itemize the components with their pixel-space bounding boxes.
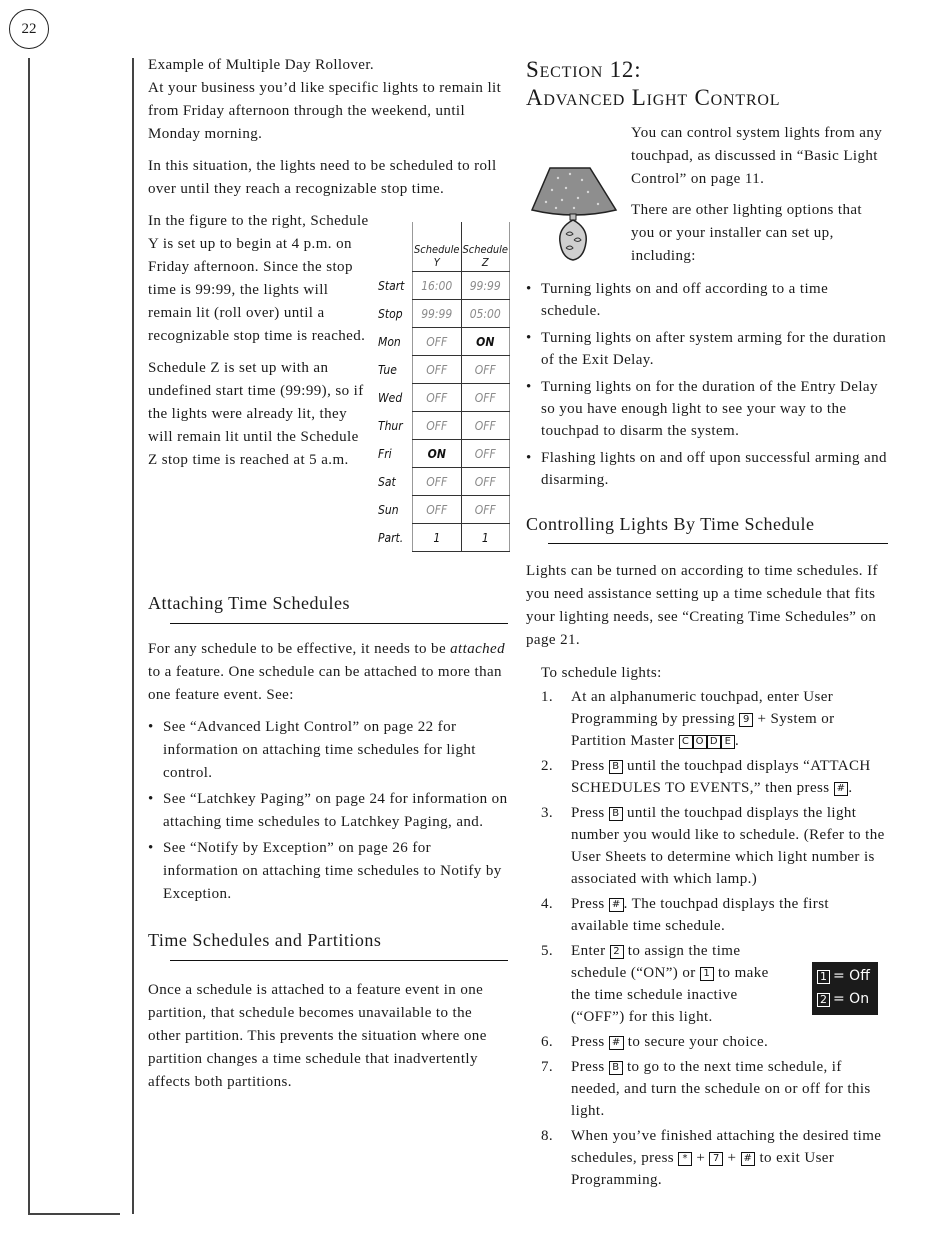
row-label: Sat — [378, 474, 396, 489]
list-item: 1. At an alphanumeric touchpad, enter User Programming by pressing 9 + System or Partition Master C O D E . — [541, 689, 835, 749]
key-pound-icon: # — [609, 1036, 624, 1050]
table-row — [378, 300, 510, 328]
table-cell: 1 — [461, 524, 510, 552]
table-cell: OFF — [413, 356, 462, 384]
controlling-lights-heading: Controlling Lights By Time Schedule — [526, 513, 888, 538]
row-label: Mon — [378, 334, 401, 349]
key-b-icon: B — [609, 1061, 623, 1075]
key-2-icon: 2 — [817, 993, 830, 1007]
table-row — [378, 356, 510, 384]
controlling-lights-paragraph: Lights can be turned on according to time schedules. If you need assistance setting up a time schedule that fits your lighting needs, see “Creating Time Schedules” on page 21. — [526, 563, 878, 648]
row-label: Stop — [378, 306, 403, 321]
key-1-icon: 1 — [817, 970, 830, 984]
attaching-bullet-list — [148, 716, 508, 906]
key-o-icon: O — [693, 735, 707, 749]
key-b-icon: B — [609, 760, 623, 774]
to-schedule-label: To schedule lights: — [541, 665, 662, 681]
key-2-icon: 2 — [610, 945, 624, 959]
list-item: 2. Press B until the touchpad displays “ATTACH SCHEDULES TO EVENTS,” then press # . — [541, 758, 871, 796]
table-row — [378, 524, 510, 552]
row-label: Tue — [378, 362, 397, 377]
partitions-paragraph: Once a schedule is attached to a feature event in one partition, that schedule becomes unavailable to the other partition. This prevents the situation where one partition changes a time schedule that inadvertently affects both partitions. — [148, 982, 487, 1090]
attaching-time-schedules-heading: Attaching Time Schedules — [148, 592, 508, 618]
lighting-options-intro: There are other lighting options that you or your installer can set up, including: — [631, 202, 862, 264]
row-label: Fri — [378, 446, 392, 461]
partitions-heading: Time Schedules and Partitions — [148, 929, 508, 955]
row-label: Part. — [378, 530, 404, 545]
key-pound-icon: # — [741, 1152, 756, 1166]
list-item: 6. Press # to secure your choice. — [541, 1034, 769, 1050]
table-cell: 16:00 — [413, 272, 462, 300]
table-cell: OFF — [413, 412, 462, 440]
table-row — [378, 272, 510, 300]
table-cell: OFF — [461, 496, 510, 524]
table-cell: OFF — [461, 384, 510, 412]
section-title: Advanced Light Control — [526, 85, 781, 110]
table-cell: 99:99 — [413, 300, 462, 328]
table-cell: 1 — [413, 524, 462, 552]
attaching-paragraph: For any schedule to be effective, it needs to be attached to a feature. One schedule can be attached to more than one feature event. See: — [148, 641, 506, 703]
margin-rule-bottom — [28, 1213, 120, 1215]
table-row — [378, 384, 510, 412]
list-item: 8. When you’ve finished attaching the desired time schedules, press * + 7 + # to exit User Programming. — [541, 1128, 882, 1188]
page-number: 22 — [9, 9, 49, 49]
row-label: Sun — [378, 502, 399, 517]
table-row — [378, 496, 510, 524]
light-control-intro: You can control system lights from any touchpad, as discussed in “Basic Light Control” on page 11. — [631, 125, 883, 187]
section-number-title: Section 12: — [526, 57, 642, 82]
list-item: 5. Enter 2 to assign the time schedule (“ON”) or 1 to make the time schedule inactive (“OFF”) for this light. — [541, 943, 769, 1025]
list-item: • Turning lights on for the duration of the Entry Delay so you have enough light to see your way to the touchpad to disarm the system. — [526, 376, 888, 442]
key-9-icon: 9 — [739, 713, 753, 727]
figure-explanation-paragraph: In the figure to the right, Schedule Y is set up to begin at 4 p.m. on Friday afternoon. Since the stop time is 99:99, the lights will remain lit (roll over) until a recognizable stop time is reached. — [148, 213, 369, 344]
rollover-intro-paragraph: At your business you’d like specific lights to remain lit from Friday afternoon through the weekend, until Monday morning. — [148, 80, 502, 142]
rollover-example-heading: Example of Multiple Day Rollover. — [148, 57, 375, 73]
list-item: • See “Advanced Light Control” on page 22 for information on attaching time schedules for light control. — [148, 716, 508, 785]
key-pound-icon: # — [609, 898, 624, 912]
key-1-icon: 1 — [700, 967, 714, 981]
right-column — [526, 56, 888, 1194]
table-row — [378, 468, 510, 496]
left-column — [148, 54, 508, 1094]
list-item: • Turning lights on and off according to a time schedule. — [526, 278, 888, 322]
table-cell: OFF — [413, 468, 462, 496]
margin-rule-left — [28, 58, 30, 1214]
table-cell: ON — [461, 328, 510, 356]
schedule-z-paragraph: Schedule Z is set up with an undefined start time (99:99), so if the lights were already lit, they will remain lit until the Schedule Z stop time is reached at 5 a.m. — [148, 360, 364, 468]
list-item: 7. Press B to go to the next time schedule, if needed, and turn the schedule on or off for this light. — [541, 1059, 871, 1119]
row-label: Start — [378, 278, 405, 293]
table-row — [378, 440, 510, 468]
list-item: 3. Press B until the touchpad displays the light number you would like to schedule. (Refer to the User Sheets to determine which light number is associated with which lamp.) — [541, 805, 885, 887]
table-row — [378, 328, 510, 356]
table-cell: OFF — [461, 356, 510, 384]
key-7-icon: 7 — [709, 1152, 723, 1166]
row-label: Wed — [378, 390, 403, 405]
schedule-y-header: Schedule Y — [413, 222, 462, 272]
margin-rule-inner — [132, 58, 134, 1214]
schedule-figure-table — [378, 222, 510, 552]
key-b-icon: B — [609, 807, 623, 821]
table-cell: OFF — [461, 440, 510, 468]
key-c-icon: C — [679, 735, 693, 749]
row-label: Thur — [378, 418, 403, 433]
table-row — [378, 412, 510, 440]
key-pound-icon: # — [834, 782, 849, 796]
table-cell: 99:99 — [461, 272, 510, 300]
list-item: • Turning lights on after system arming for the duration of the Exit Delay. — [526, 327, 888, 371]
attached-emphasis: attached — [450, 641, 506, 657]
rollover-situation-paragraph: In this situation, the lights need to be scheduled to roll over until they reach a recognizable stop time. — [148, 158, 497, 197]
list-item: • See “Latchkey Paging” on page 24 for information on attaching time schedules to Latchkey Paging, and. — [148, 788, 508, 834]
legend-item-on: 2 = On — [817, 988, 878, 1011]
table-cell: ON — [413, 440, 462, 468]
list-item: • Flashing lights on and off upon successful arming and disarming. — [526, 447, 888, 491]
key-e-icon: E — [721, 735, 735, 749]
table-cell: 05:00 — [461, 300, 510, 328]
schedule-z-header: Schedule Z — [461, 222, 510, 272]
table-cell: OFF — [413, 328, 462, 356]
key-d-icon: D — [707, 735, 721, 749]
legend-item-off: 1 = Off — [817, 965, 878, 988]
table-cell: OFF — [461, 412, 510, 440]
key-star-icon: * — [678, 1152, 692, 1166]
table-cell: OFF — [413, 496, 462, 524]
list-item: 4. Press # . The touchpad displays the first available time schedule. — [541, 896, 829, 934]
table-cell: OFF — [413, 384, 462, 412]
schedule-steps-list — [541, 686, 888, 1191]
lighting-options-list — [526, 278, 888, 491]
off-on-legend — [812, 962, 878, 1015]
table-cell: OFF — [461, 468, 510, 496]
list-item: • See “Notify by Exception” on page 26 for information on attaching time schedules to Notify by Exception. — [148, 837, 508, 906]
